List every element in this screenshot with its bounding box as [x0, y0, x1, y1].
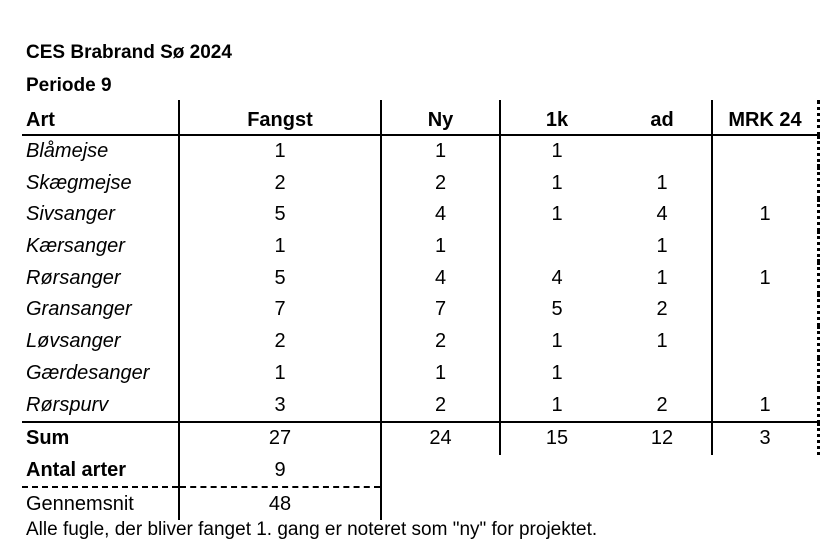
table-row: [22, 135, 819, 168]
cell-fangst: 2: [179, 167, 381, 199]
cell-fangst: 5: [179, 262, 381, 294]
cell-fangst: 5: [179, 199, 381, 231]
table-row: [22, 231, 819, 263]
cell-fangst: 1: [179, 358, 381, 390]
antal-label: Antal arter: [22, 455, 179, 488]
header-row: [22, 100, 819, 135]
table-row: [22, 167, 819, 199]
cell-ad: 1: [656, 171, 668, 194]
header-art: Art: [22, 100, 179, 135]
antal-value: 9: [179, 455, 381, 488]
cell-fangst: 7: [179, 294, 381, 326]
cell-1k: 1: [500, 135, 613, 168]
table-row: [22, 262, 819, 294]
sum-fangst: 27: [179, 422, 381, 455]
cell-fangst: 1: [179, 135, 381, 168]
cell-ad: [613, 135, 712, 168]
table-row: [22, 326, 819, 358]
header-1k: 1k: [500, 100, 613, 135]
cell-art: Gransanger: [26, 298, 132, 321]
cell-ad: [613, 358, 712, 390]
cell-art: Kærsanger: [26, 235, 125, 258]
cell-1k: 5: [500, 294, 613, 326]
sum-1k: 15: [500, 422, 613, 455]
cell-art: Sivsanger: [26, 203, 115, 226]
cell-mrk: [712, 326, 819, 358]
sum-mrk: 3: [712, 422, 819, 455]
antal-row: [22, 455, 819, 488]
cell-ny: 2: [381, 326, 500, 358]
cell-ad: 1: [656, 235, 668, 258]
catch-table: [22, 100, 820, 520]
cell-mrk: 1: [712, 389, 819, 422]
sum-ny: 24: [381, 422, 500, 455]
header-mrk: MRK 24: [712, 100, 819, 135]
cell-art: Løvsanger: [26, 330, 121, 353]
cell-mrk: [712, 231, 819, 263]
cell-ny: 1: [381, 358, 500, 390]
species-rows: [22, 135, 819, 422]
cell-1k: 1: [500, 358, 613, 390]
header-ny: Ny: [381, 100, 500, 135]
table-row: [22, 358, 819, 390]
cell-mrk: 1: [712, 199, 819, 231]
cell-ny: 2: [381, 167, 500, 199]
footnote: Alle fugle, der bliver fanget 1. gang er noteret som "ny" for projektet.: [26, 519, 598, 540]
cell-fangst: 2: [179, 326, 381, 358]
cell-ad: 1: [656, 266, 668, 289]
gennemsnit-label: Gennemsnit: [26, 492, 134, 515]
cell-1k: 1: [500, 167, 613, 199]
cell-ad: 1: [656, 330, 668, 353]
table-row: [22, 199, 819, 231]
antal-empty: [381, 455, 819, 488]
cell-ny: 1: [381, 231, 500, 263]
gennemsnit-empty: [381, 487, 819, 520]
cell-ny: 2: [381, 389, 500, 422]
cell-ad: 2: [656, 298, 668, 321]
cell-1k: 4: [500, 262, 613, 294]
cell-ny: 1: [381, 135, 500, 168]
cell-art: Blåmejse: [26, 140, 109, 163]
sum-row: [22, 422, 819, 455]
header-ad: ad: [613, 100, 712, 135]
cell-ad: 2: [656, 393, 668, 416]
cell-1k: 1: [500, 199, 613, 231]
sum-ad: 12: [613, 422, 712, 455]
cell-fangst: 3: [179, 389, 381, 422]
cell-mrk: [712, 294, 819, 326]
period-label: Periode 9: [26, 75, 112, 96]
table-row: [22, 294, 819, 326]
cell-ny: 4: [381, 262, 500, 294]
cell-mrk: [712, 167, 819, 199]
page-title: CES Brabrand Sø 2024: [26, 42, 232, 63]
cell-1k: 1: [500, 326, 613, 358]
cell-ny: 7: [381, 294, 500, 326]
cell-ny: 4: [381, 199, 500, 231]
sum-label: Sum: [22, 422, 179, 455]
cell-art: Rørsanger: [26, 266, 121, 289]
cell-mrk: 1: [712, 262, 819, 294]
cell-1k: 1: [500, 389, 613, 422]
cell-art: Rørspurv: [26, 393, 109, 416]
cell-mrk: [712, 135, 819, 168]
gennemsnit-row: [22, 487, 819, 520]
cell-ad: 4: [656, 203, 668, 226]
table-row: [22, 389, 819, 422]
cell-fangst: 1: [179, 231, 381, 263]
cell-art: Skægmejse: [26, 171, 132, 194]
cell-art: Gærdesanger: [26, 361, 150, 384]
cell-mrk: [712, 358, 819, 390]
gennemsnit-value: 48: [179, 487, 381, 520]
header-fangst: Fangst: [179, 100, 381, 135]
cell-1k: [500, 231, 613, 263]
